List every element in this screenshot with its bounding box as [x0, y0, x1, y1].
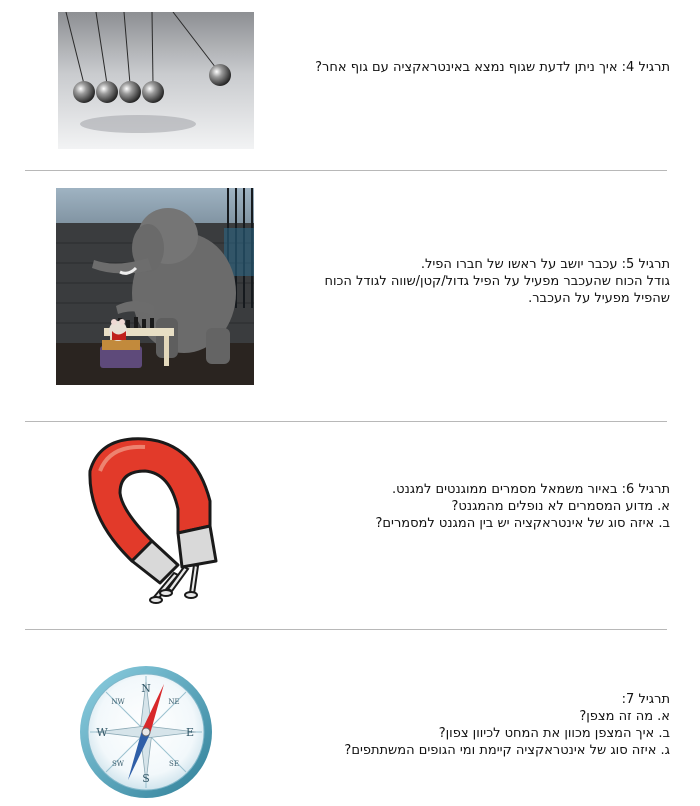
- exercise-4-text: [315, 59, 670, 76]
- exercise-5-line-1: תרגיל 5: עכבר יושב על ראשו של חברו הפיל.: [420, 257, 670, 272]
- compass-letter-se: SE: [169, 760, 179, 768]
- compass-letter-w: W: [96, 726, 108, 739]
- exercise-7-line-2: א. מה זה מצפן?: [579, 709, 670, 724]
- exercise-7: [0, 629, 700, 806]
- exercise-4: [0, 0, 700, 170]
- compass-letter-nw: NW: [111, 698, 125, 706]
- exercise-7-line-1: תרגיל 7:: [621, 692, 670, 707]
- exercise-7-line-4: ג. איזה סוג של אינטראקציה קיימת ומי הגופים המשתתפים?: [344, 743, 670, 758]
- compass-letter-sw: SW: [112, 760, 124, 768]
- compass-letter-n: N: [141, 682, 151, 695]
- exercise-5: [0, 170, 700, 421]
- compass-image: [78, 662, 214, 802]
- elephant-chess-image: [56, 188, 254, 385]
- exercise-5-line-3: שהפיל מפעיל על העכבר.: [528, 291, 670, 306]
- compass-letter-e: E: [185, 726, 195, 739]
- exercise-7-text: [344, 691, 670, 759]
- exercise-7-line-3: ב. איך המצפן מכוון את המחט לכיוון צפון?: [438, 726, 670, 741]
- exercise-6-line-1: תרגיל 6: באיור משמאל מסמרים ממוגנטים למגנט.: [392, 482, 670, 497]
- compass-letter-ne: NE: [168, 698, 180, 706]
- exercise-6-line-2: א. מדוע המסמרים לא נופלים מהמגנט?: [451, 499, 670, 514]
- horseshoe-magnet-image: [70, 431, 230, 607]
- compass-letter-s: S: [142, 772, 150, 785]
- exercise-5-line-2: גודל הכוח שהעכבר מפעיל על הפיל גדול/קטן/שווה לגודל הכוח: [324, 274, 670, 289]
- newtons-cradle-image: [58, 12, 254, 149]
- exercise-4-line-1: תרגיל 4: איך ניתן לדעת שגוף נמצא באינטראקציה עם גוף אחר?: [315, 60, 670, 75]
- exercise-5-text: [324, 256, 670, 307]
- exercise-6: [0, 421, 700, 629]
- exercise-6-line-3: ב. איזה סוג של אינטראקציה יש בין המגנט למסמרים?: [375, 516, 670, 531]
- exercise-6-text: [376, 481, 670, 532]
